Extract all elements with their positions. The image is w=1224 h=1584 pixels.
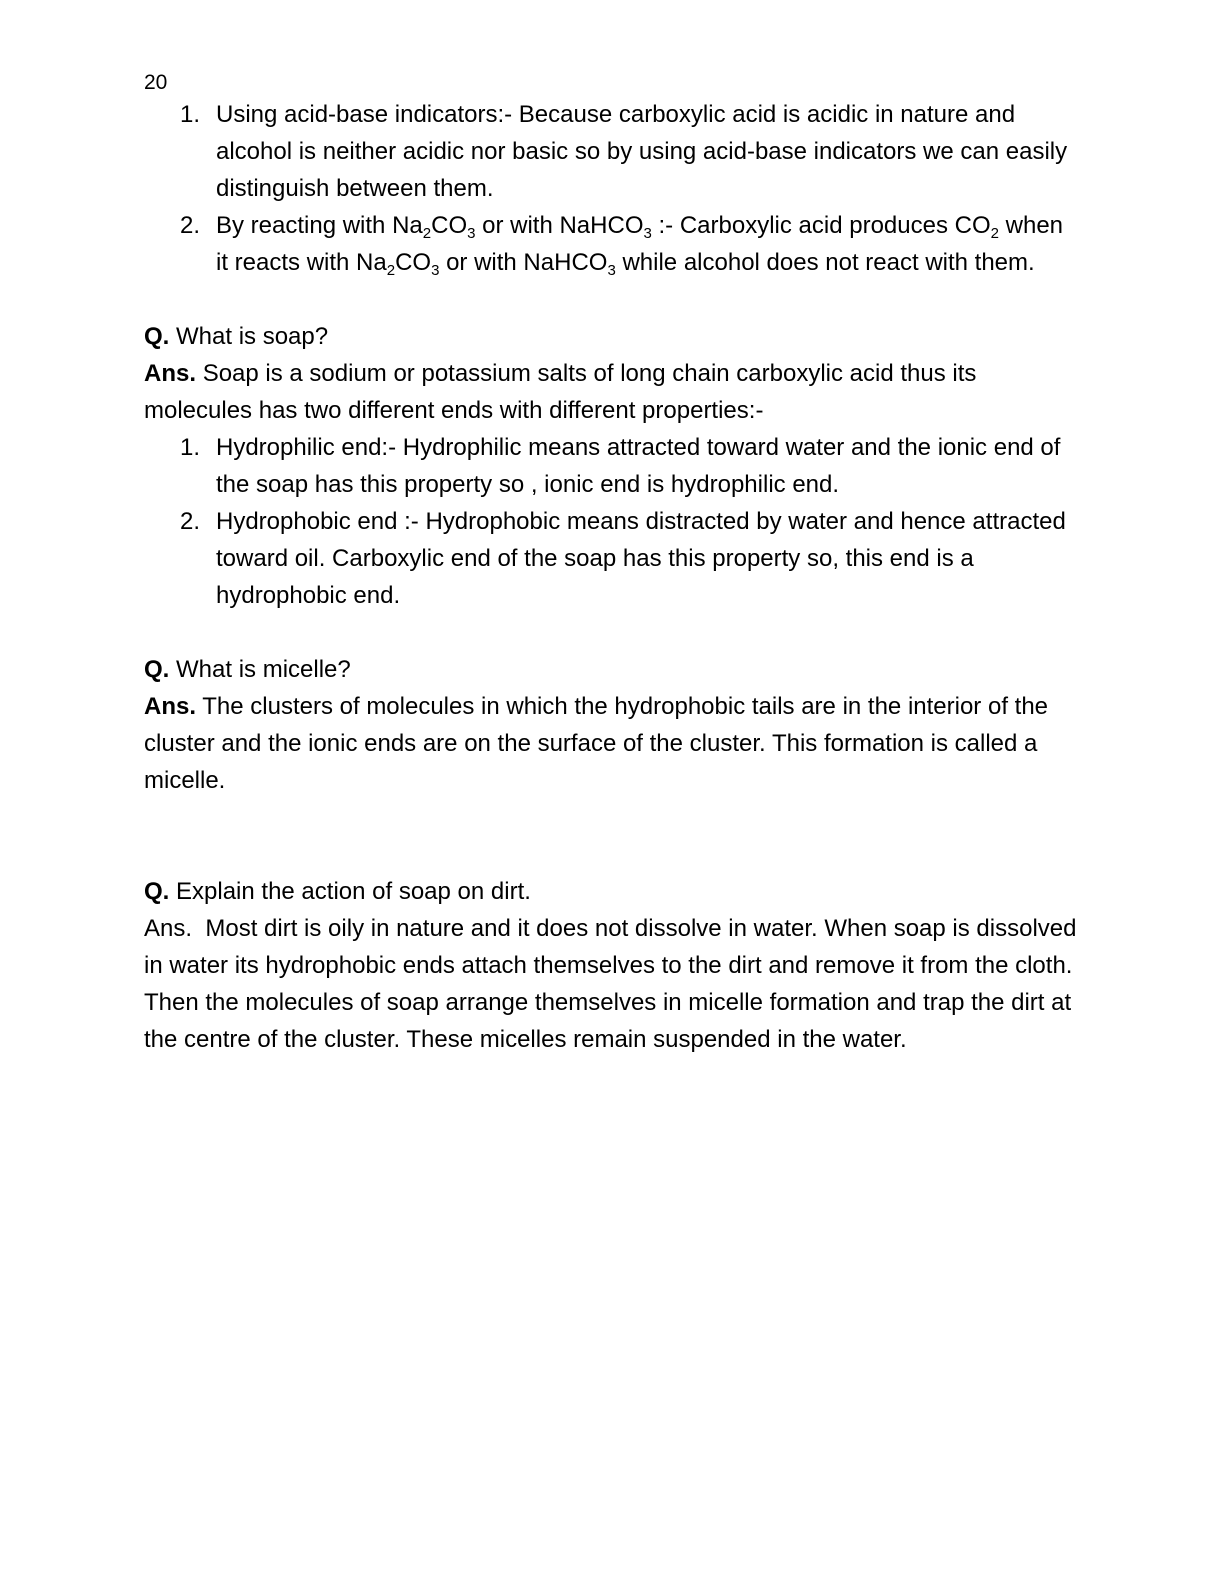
document-body [144,96,1080,1058]
methods-list [144,96,1080,281]
chemical-subscript: 2 [386,262,396,279]
question-label: Q. [144,323,170,350]
chemical-subscript: 3 [643,225,652,242]
answer-paragraph [144,910,1080,1058]
list-item-marker: 2. [180,212,201,239]
question-text: What is micelle? [176,656,351,683]
list-item-text: By reacting with $Na_2CO_3$ or with NaHCO$_3$ :- Carboxylic acid produces $CO_2$ when it reacts with $Na_2CO_3$ or with NaHCO$_3$ while alcohol does not react with them. [216,212,1064,279]
list-item-text: Using acid-base indicators:- Because carboxylic acid is acidic in nature and alcohol is neither acidic nor basic so by using acid-base indicators we can easily distinguish between them. [216,101,1068,202]
answer-paragraph [144,688,1080,799]
question-label: Q. [144,878,170,905]
question-text: What is soap? [176,323,329,350]
question-line [144,318,1080,355]
list-item-text: Hydrophobic end :- Hydrophobic means distracted by water and hence attracted toward oil. Carboxylic end of the soap has this property so, this end is a hydrophobic end. [216,508,1066,609]
list-item [144,429,1080,503]
list-item [144,503,1080,614]
list-item [144,207,1080,281]
list-item-marker: 1. [180,434,201,461]
answer-label: Ans. [144,360,197,387]
answer-text: Soap is a sodium or potassium salts of long chain carboxylic acid thus its molecules has two different ends with different properties:- [144,360,977,424]
question-text: Explain the action of soap on dirt. [176,878,531,905]
answer-label: Ans. [144,693,197,720]
list-item-text: Hydrophilic end:- Hydrophilic means attracted toward water and the ionic end of the soap has this property so , ionic end is hydrophilic end. [216,434,1061,498]
list-item-marker: 2. [180,508,201,535]
chemical-subscript: 3 [607,262,616,279]
chemical-subscript: 2 [422,225,432,242]
list-item [144,96,1080,207]
soap-ends-list [144,429,1080,614]
answer-paragraph [144,355,1080,429]
blank-line [144,614,1080,651]
page-header [144,70,1080,96]
chemical-subscript: 2 [990,225,999,242]
chemical-subscript: 3 [467,225,476,242]
list-item-marker: 1. [180,101,201,128]
question-label: Q. [144,656,170,683]
answer-text: The clusters of molecules in which the hydrophobic tails are in the interior of the cluster and the ionic ends are on the surface of the cluster. This formation is called a micelle. [144,693,1049,794]
answer-label: Ans. [144,915,193,942]
chemical-subscript: 3 [431,262,440,279]
blank-lines [144,799,1080,873]
question-line [144,651,1080,688]
page-number: 20 [144,71,168,94]
answer-text: Most dirt is oily in nature and it does not dissolve in water. When soap is dissolved in water its hydrophobic ends attach themselves to the dirt and remove it from the cloth. Then the molecules of soap arrange themselves in micelle formation and trap the dirt at the centre of the cluster. These micelles remain suspended in the water. [144,915,1077,1053]
blank-line [144,281,1080,318]
question-line [144,873,1080,910]
